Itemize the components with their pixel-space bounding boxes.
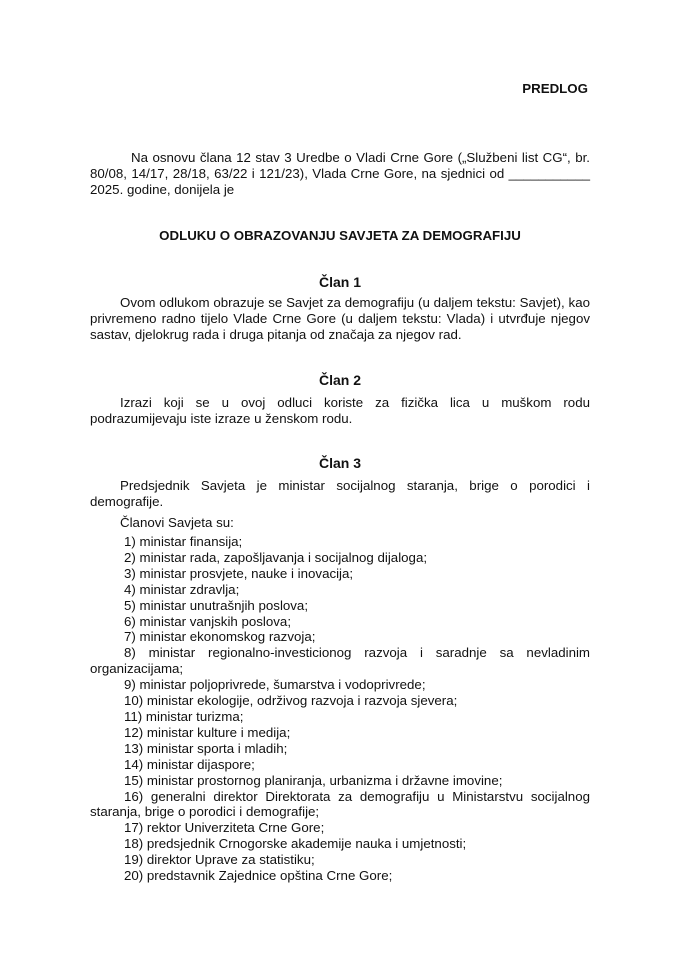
list-item: 7) ministar ekonomskog razvoja; [124,629,316,645]
article-3-heading: Član 3 [318,455,361,471]
list-item: 3) ministar prosvjete, nauke i inovacija; [124,565,354,581]
list-item: 14) ministar dijaspore; [124,756,255,772]
document-title: ODLUKU O OBRAZOVANJU SAVJETA ZA DEMOGRAFIJU [159,228,521,243]
list-item: 20) predstavnik Zajednice opština Crne Gore; [124,868,393,884]
list-item: 9) ministar poljoprivrede, šumarstva i vodoprivrede; [124,677,426,693]
article-3-text: Predsjednik Savjeta je ministar socijalnog staranja, brige o porodici i demografije. [90,478,590,509]
article-1-text: Ovom odlukom obrazuje se Savjet za demografiju (u daljem tekstu: Savjet), kao privremeno radno tijelo Vlade Crne Gore (u daljem tekstu: Vlada) i utvrđuje njegov sastav, djelokrug rada i druga pitanja od značaja za njegov rad. [90,295,590,342]
list-item: 11) ministar turizma; [124,708,244,724]
article-2-text: Izrazi koji se u ovoj odluci koriste za fizička lica u muškom rodu podrazumijevaju iste izraze u ženskom rodu. [90,395,590,426]
list-item: 6) ministar vanjskih poslova; [124,613,292,629]
list-item: 1) ministar finansija; [124,534,243,549]
list-item: 17) rektor Univerziteta Crne Gore; [124,820,325,836]
list-item: 15) ministar prostornog planiranja, urbanizma i državne imovine; [124,772,503,788]
article-2-heading: Član 2 [318,372,361,388]
list-item: 5) ministar unutrašnjih poslova; [124,597,309,613]
list-item: 19) direktor Uprave za statistiku; [124,852,315,868]
list-item: 4) ministar zdravlja; [124,581,240,597]
list-item: 18) predsjednik Crnogorske akademije nauka i umjetnosti; [124,836,467,852]
list-item: 8) ministar regionalno-investicionog razvoja i saradnje sa nevladinim organizacijama; [90,645,590,677]
list-item: 2) ministar rada, zapošljavanja i socijalnog dijaloga; [124,549,428,565]
draft-label: PREDLOG [522,81,588,96]
preamble: Na osnovu člana 12 stav 3 Uredbe o Vladi Crne Gore („Službeni list CG“, br. 80/08, 14/17, 28/18, 63/22 i 121/23), Vlada Crne Gore, na sjednici od ___________ 2025. godine, donijela je [90,150,590,197]
list-item: 10) ministar ekologije, održivog razvoja i razvoja sjevera; [124,693,458,709]
members-list [90,534,590,884]
list-item: 13) ministar sporta i mladih; [124,740,288,756]
members-intro: Članovi Savjeta su: [120,515,234,530]
article-1-heading: Član 1 [318,274,361,290]
list-item: 16) generalni direktor Direktorata za demografiju u Ministarstvu socijalnog staranja, brige o porodici i demografije; [90,788,590,820]
list-item: 12) ministar kulture i medija; [124,724,291,740]
